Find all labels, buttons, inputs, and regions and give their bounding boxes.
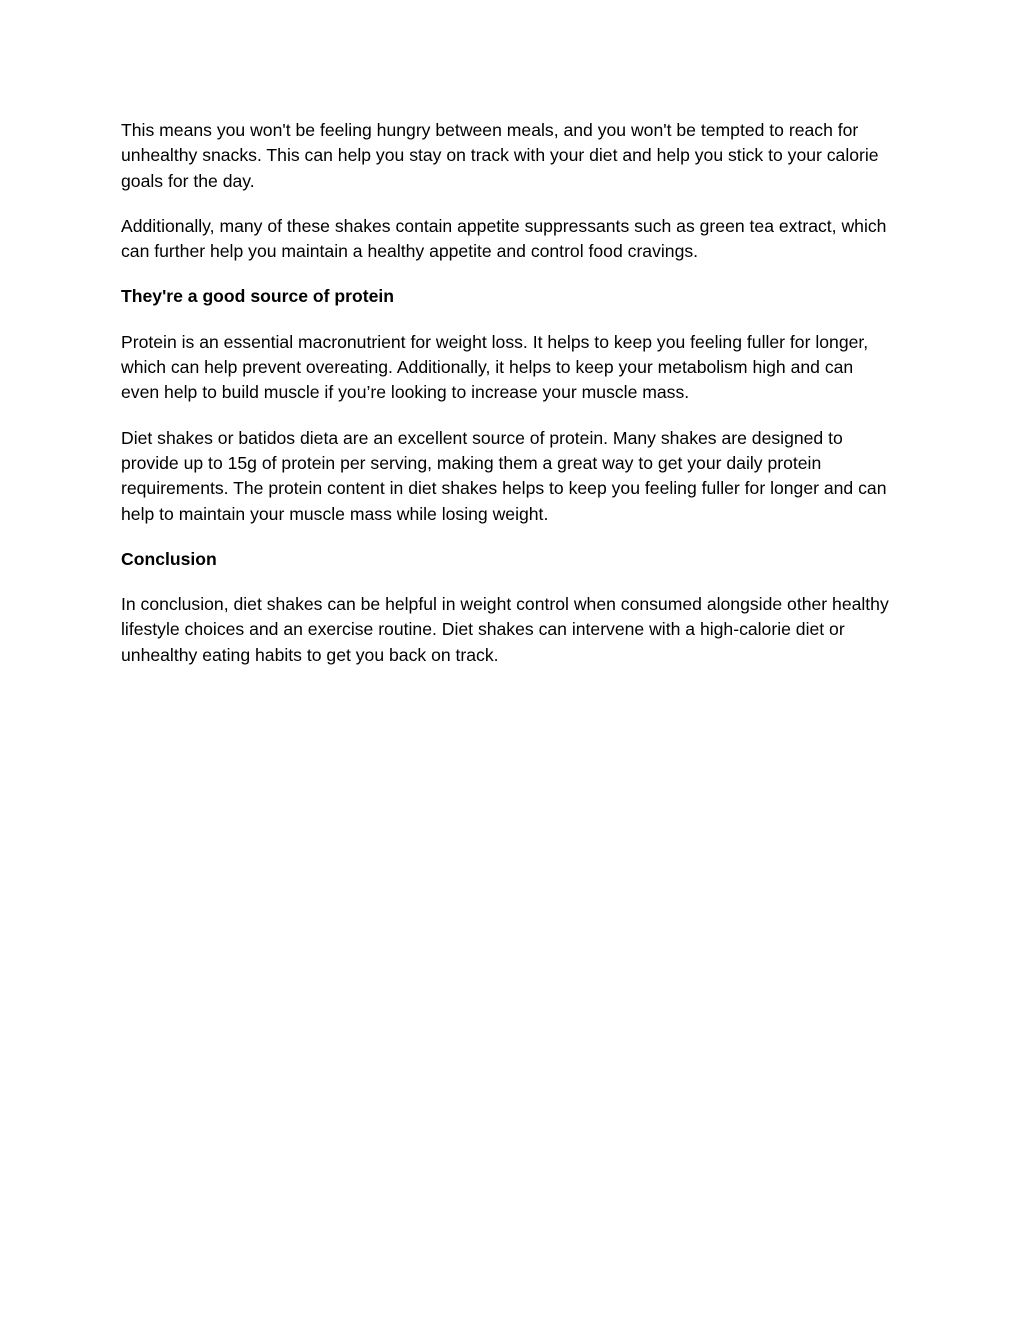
paragraph-hunger: This means you won't be feeling hungry between meals, and you won't be tempted to reach for unhealthy snacks. This can help you stay on track with your diet and help you stick to your calorie goals for the day. <box>121 120 879 191</box>
paragraph-protein-source: Diet shakes or batidos dieta are an excellent source of protein. Many shakes are designed to provide up to 15g of protein per serving, making them a great way to get your daily protein requirements. The protein content in diet shakes helps to keep you feeling fuller for longer and can help to maintain your muscle mass while losing weight. <box>121 427 887 524</box>
document-page <box>121 118 896 688</box>
section-heading-protein: They're a good source of protein <box>121 286 395 307</box>
section-heading-conclusion: Conclusion <box>121 548 217 569</box>
paragraph-appetite-suppressants: Additionally, many of these shakes contain appetite suppressants such as green tea extract, which can further help you maintain a healthy appetite and control food cravings. <box>121 215 887 262</box>
paragraph-protein-macronutrient: Protein is an essential macronutrient for weight loss. It helps to keep you feeling fuller for longer, which can help prevent overeating. Additionally, it helps to keep your metabolism high and can even help to build muscle if you’re looking to increase your muscle mass. <box>121 331 869 403</box>
paragraph-conclusion: In conclusion, diet shakes can be helpful in weight control when consumed alongside other healthy lifestyle choices and an exercise routine. Diet shakes can intervene with a high-calorie diet or unhealthy eating habits to get you back on track. <box>121 594 889 665</box>
